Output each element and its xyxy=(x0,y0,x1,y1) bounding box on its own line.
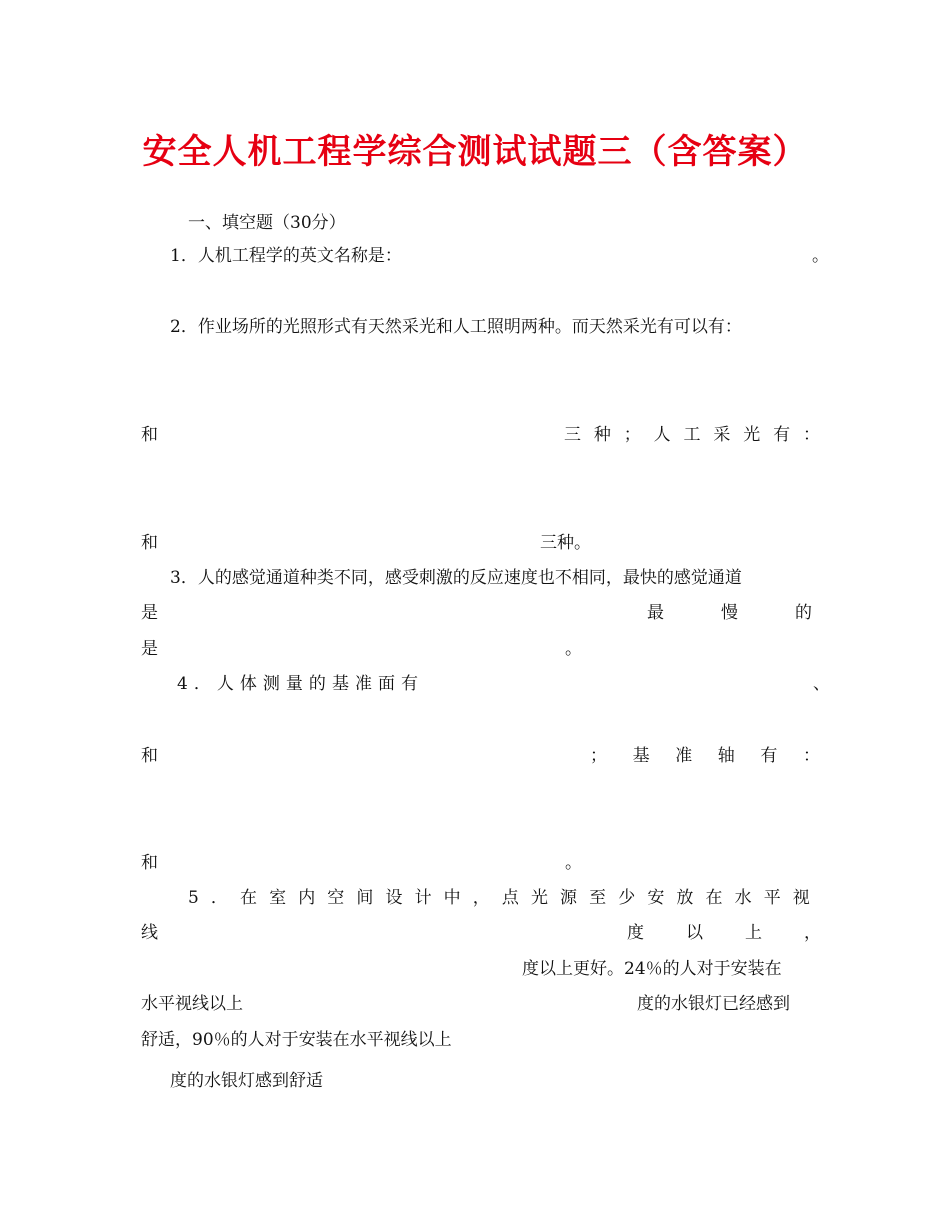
q5-line1-char: 间 xyxy=(356,888,374,908)
q4-line1-char: 测 xyxy=(262,674,280,694)
q4-line1-char: 人 xyxy=(216,674,234,694)
q3-line2-start: 是 xyxy=(141,603,158,623)
q5-line1-char: 点 xyxy=(501,888,519,908)
q3-line3-end: 。 xyxy=(565,639,582,659)
q2-line2-char: ： xyxy=(803,425,820,445)
q4-line1-char: 4 xyxy=(177,674,188,694)
q5-line3: 度以上更好。24％的人对于安装在 xyxy=(522,959,782,979)
q3-line2-char: 的 xyxy=(795,603,812,623)
q5-line1-justified xyxy=(188,887,810,909)
q1-text: 1．人机工程学的英文名称是： xyxy=(170,246,402,266)
q2-line2-char: 采 xyxy=(713,425,731,445)
q4-line1-justified xyxy=(177,673,418,695)
q5-line2-start: 线 xyxy=(141,923,158,943)
section-heading: 一、填空题（30分） xyxy=(188,213,346,233)
q5-line1-char: 至 xyxy=(589,888,607,908)
q2-line3-start: 和 xyxy=(141,533,158,553)
q4-line3-end: 。 xyxy=(565,853,582,873)
q5-line1-char: 在 xyxy=(240,888,258,908)
q5-line4-start: 水平视线以上 xyxy=(141,994,243,1014)
q3-line1: 3．人的感觉通道种类不同，感受刺激的反应速度也不相同，最快的感觉通道 xyxy=(170,568,742,588)
q2-line2-char: 光 xyxy=(743,425,761,445)
q4-line1-char: 的 xyxy=(308,674,326,694)
q2-line2-start: 和 xyxy=(141,425,158,445)
q5-line1-char: 设 xyxy=(385,888,403,908)
q4-line1-char: 准 xyxy=(354,674,372,694)
q5-line2-char: 上 xyxy=(745,923,762,943)
q5-line1-char: 光 xyxy=(530,888,548,908)
q5-line1-char: 空 xyxy=(327,888,345,908)
q5-line2-char: 以 xyxy=(686,923,703,943)
q4-line1-char: 体 xyxy=(239,674,257,694)
q5-line6: 度的水银灯感到舒适 xyxy=(170,1071,323,1091)
q4-line2-char: 准 xyxy=(675,746,693,766)
q2-line3-end: 三种。 xyxy=(540,533,591,553)
q4-line3-start: 和 xyxy=(141,853,158,873)
q4-line1-char: 面 xyxy=(377,674,395,694)
q3-line2-char: 最 xyxy=(647,603,664,623)
q4-line2-char: ： xyxy=(802,746,820,766)
q2-line2-justified xyxy=(564,424,820,446)
q4-line2-char: ； xyxy=(590,746,607,766)
q4-line1-char: 基 xyxy=(331,674,349,694)
q5-line1-char: 5 xyxy=(188,888,199,908)
q2-line2-char: ； xyxy=(623,425,641,445)
q5-line4-end: 度的水银灯已经感到 xyxy=(637,994,790,1014)
q4-line2-justified xyxy=(590,745,820,767)
q5-line1-char: 内 xyxy=(298,888,316,908)
q4-line2-char: 基 xyxy=(632,746,650,766)
q5-line1-char: ， xyxy=(472,888,490,908)
q5-line1-char: 源 xyxy=(560,888,578,908)
q5-line1-char: 平 xyxy=(763,888,781,908)
q2-line2-char: 种 xyxy=(593,425,611,445)
q4-line1-char: 量 xyxy=(285,674,303,694)
q5-line1-char: 室 xyxy=(269,888,287,908)
q2-line1: 2．作业场所的光照形式有天然采光和人工照明两种。而天然采光有可以有： xyxy=(170,317,742,337)
q5-line2-char: 度 xyxy=(627,923,644,943)
q5-line1-char: 少 xyxy=(618,888,636,908)
q4-line1-char: 有 xyxy=(400,674,418,694)
q2-line2-char: 人 xyxy=(653,425,671,445)
q1-end: 。 xyxy=(812,246,829,266)
q4-line2-char: 轴 xyxy=(717,746,735,766)
q5-line1-char: 计 xyxy=(414,888,432,908)
q5-line1-char: ． xyxy=(210,888,228,908)
q3-line3-start: 是 xyxy=(141,639,158,659)
q4-line1-char: ． xyxy=(193,674,211,694)
q2-line2-char: 工 xyxy=(683,425,701,445)
q5-line2-justified xyxy=(627,922,821,944)
document-title: 安全人机工程学综合测试试题三（含答案） xyxy=(142,132,808,172)
q4-line1-end: 、 xyxy=(813,674,830,694)
q5-line5: 舒适，90％的人对于安装在水平视线以上 xyxy=(141,1030,452,1050)
q4-line2-start: 和 xyxy=(141,746,158,766)
q2-line2-char: 有 xyxy=(773,425,791,445)
q5-line1-char: 放 xyxy=(676,888,694,908)
q5-line1-char: 安 xyxy=(647,888,665,908)
q5-line1-char: 视 xyxy=(792,888,810,908)
q5-line1-char: 水 xyxy=(734,888,752,908)
q5-line2-char: ， xyxy=(804,923,821,943)
q3-line2-char: 慢 xyxy=(721,603,738,623)
q5-line1-char: 中 xyxy=(443,888,461,908)
q4-line2-char: 有 xyxy=(760,746,778,766)
q2-line2-char: 三 xyxy=(564,425,581,445)
q5-line1-char: 在 xyxy=(705,888,723,908)
q3-line2-justified xyxy=(647,602,812,624)
